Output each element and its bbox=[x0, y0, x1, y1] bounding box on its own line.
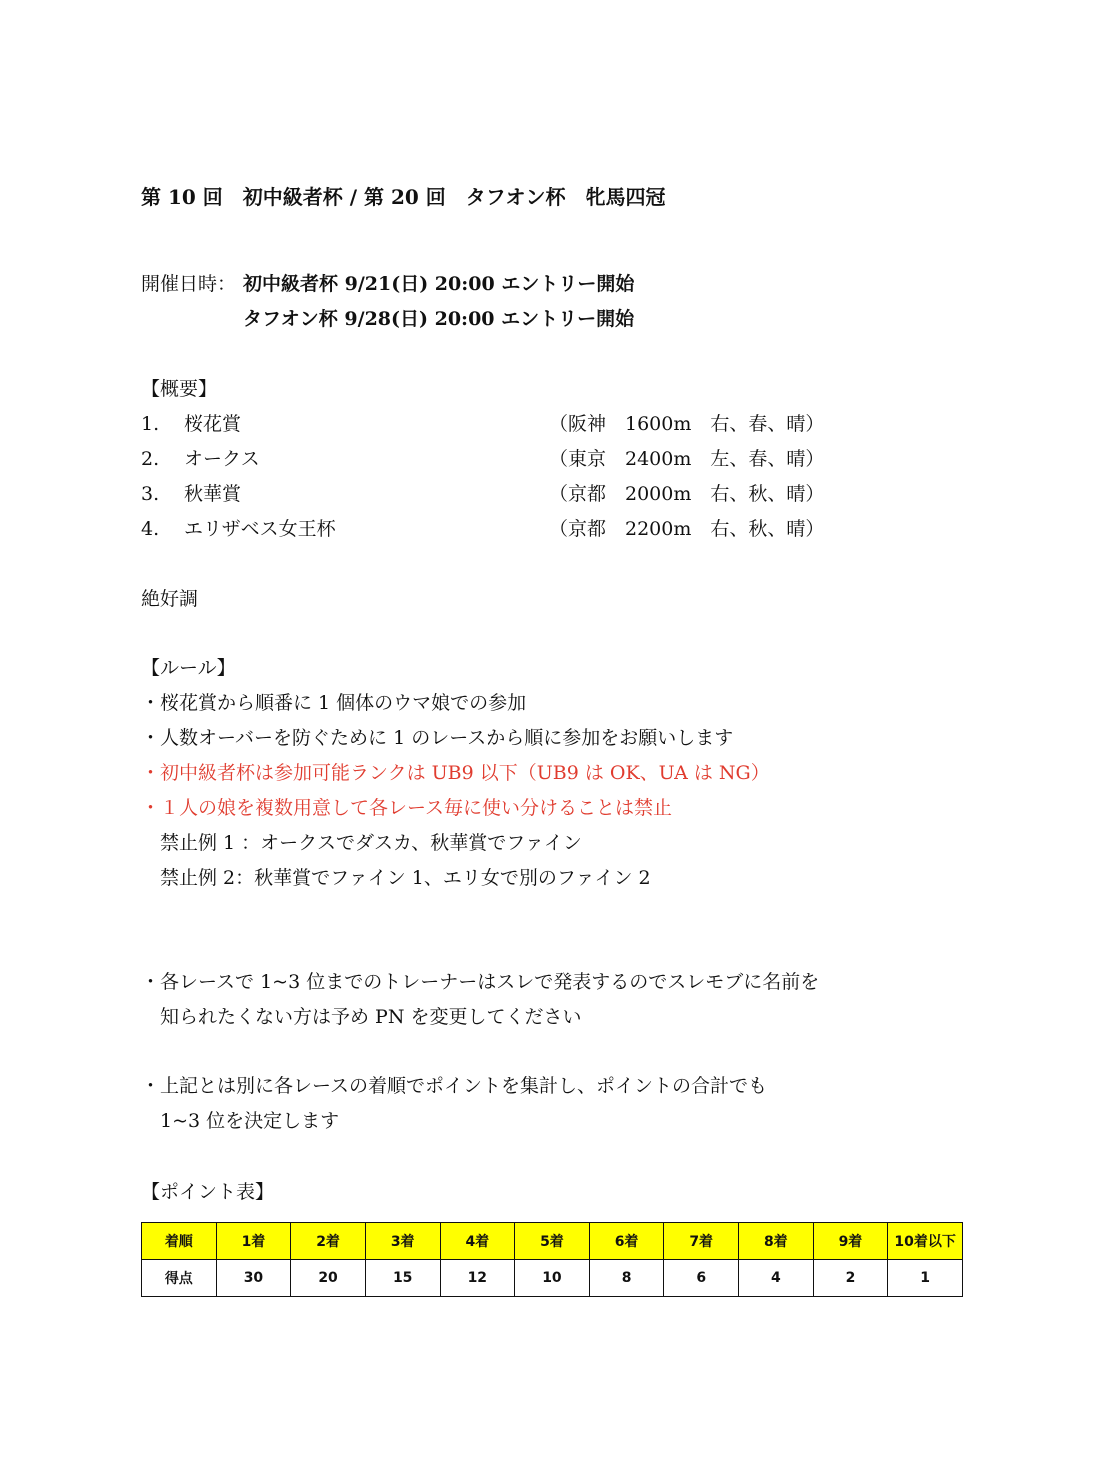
header-cell: 4着 bbox=[440, 1223, 515, 1260]
points-heading: 【ポイント表】 bbox=[141, 1181, 275, 1203]
schedule-line-2: タフオン杯 9/28(日) 20:00 エントリー開始 bbox=[243, 308, 635, 330]
race-info: （東京 2400m 左、春、晴） bbox=[549, 448, 825, 470]
value-cell: 20 bbox=[291, 1260, 366, 1297]
rules-heading: 【ルール】 bbox=[141, 657, 236, 679]
note-line: 1~3 位を決定します bbox=[141, 1110, 340, 1132]
header-cell: 10着以下 bbox=[888, 1223, 963, 1260]
header-cell: 9着 bbox=[813, 1223, 888, 1260]
value-cell: 12 bbox=[440, 1260, 515, 1297]
overview-heading: 【概要】 bbox=[141, 378, 218, 400]
header-cell: 着順 bbox=[142, 1223, 217, 1260]
value-cell: 1 bbox=[888, 1260, 963, 1297]
race-number: 4. bbox=[141, 518, 160, 540]
header-cell: 2着 bbox=[291, 1223, 366, 1260]
points-table bbox=[141, 1222, 963, 1297]
value-cell: 8 bbox=[589, 1260, 664, 1297]
race-number: 2. bbox=[141, 448, 160, 470]
race-number: 1. bbox=[141, 413, 160, 435]
race-number: 3. bbox=[141, 483, 160, 505]
race-info: （京都 2000m 右、秋、晴） bbox=[549, 483, 825, 505]
header-cell: 3着 bbox=[365, 1223, 440, 1260]
value-cell: 得点 bbox=[142, 1260, 217, 1297]
schedule-label: 開催日時： bbox=[141, 273, 237, 295]
points-header-row bbox=[142, 1223, 963, 1260]
value-cell: 15 bbox=[365, 1260, 440, 1297]
rule-item: ・人数オーバーを防ぐために 1 のレースから順に参加をお願いします bbox=[141, 727, 734, 749]
points-value-row bbox=[142, 1260, 963, 1297]
header-cell: 8着 bbox=[739, 1223, 814, 1260]
value-cell: 2 bbox=[813, 1260, 888, 1297]
value-cell: 4 bbox=[739, 1260, 814, 1297]
race-name: 桜花賞 bbox=[184, 413, 242, 435]
header-cell: 1着 bbox=[216, 1223, 291, 1260]
header-cell: 5着 bbox=[515, 1223, 590, 1260]
rule-item: ・桜花賞から順番に 1 個体のウマ娘での参加 bbox=[141, 692, 527, 714]
note-line: 知られたくない方は予め PN を変更してください bbox=[141, 1006, 582, 1028]
rule-example: 禁止例 2：秋華賞でファイン 1、エリ女で別のファイン 2 bbox=[141, 867, 651, 889]
race-name: オークス bbox=[184, 448, 260, 470]
header-cell: 7着 bbox=[664, 1223, 739, 1260]
race-name: 秋華賞 bbox=[184, 483, 242, 505]
race-name: エリザベス女王杯 bbox=[184, 518, 336, 540]
value-cell: 30 bbox=[216, 1260, 291, 1297]
rule-item-highlight: ・１人の娘を複数用意して各レース毎に使い分けることは禁止 bbox=[141, 797, 673, 819]
value-cell: 6 bbox=[664, 1260, 739, 1297]
note-line: ・上記とは別に各レースの着順でポイントを集計し、ポイントの合計でも bbox=[141, 1075, 768, 1097]
race-info: （京都 2200m 右、秋、晴） bbox=[549, 518, 825, 540]
condition-text: 絶好調 bbox=[141, 588, 199, 610]
rule-item-highlight: ・初中級者杯は参加可能ランクは UB9 以下（UB9 は OK、UA は NG） bbox=[141, 762, 770, 784]
page-title: 第 10 回 初中級者杯 / 第 20 回 タフオン杯 牝馬四冠 bbox=[141, 185, 666, 209]
rule-example: 禁止例 1 ：オークスでダスカ、秋華賞でファイン bbox=[141, 832, 582, 854]
schedule-line-1: 初中級者杯 9/21(日) 20:00 エントリー開始 bbox=[243, 273, 635, 295]
note-line: ・各レースで 1~3 位までのトレーナーはスレで発表するのでスレモブに名前を bbox=[141, 971, 820, 993]
value-cell: 10 bbox=[515, 1260, 590, 1297]
race-info: （阪神 1600m 右、春、晴） bbox=[549, 413, 825, 435]
header-cell: 6着 bbox=[589, 1223, 664, 1260]
